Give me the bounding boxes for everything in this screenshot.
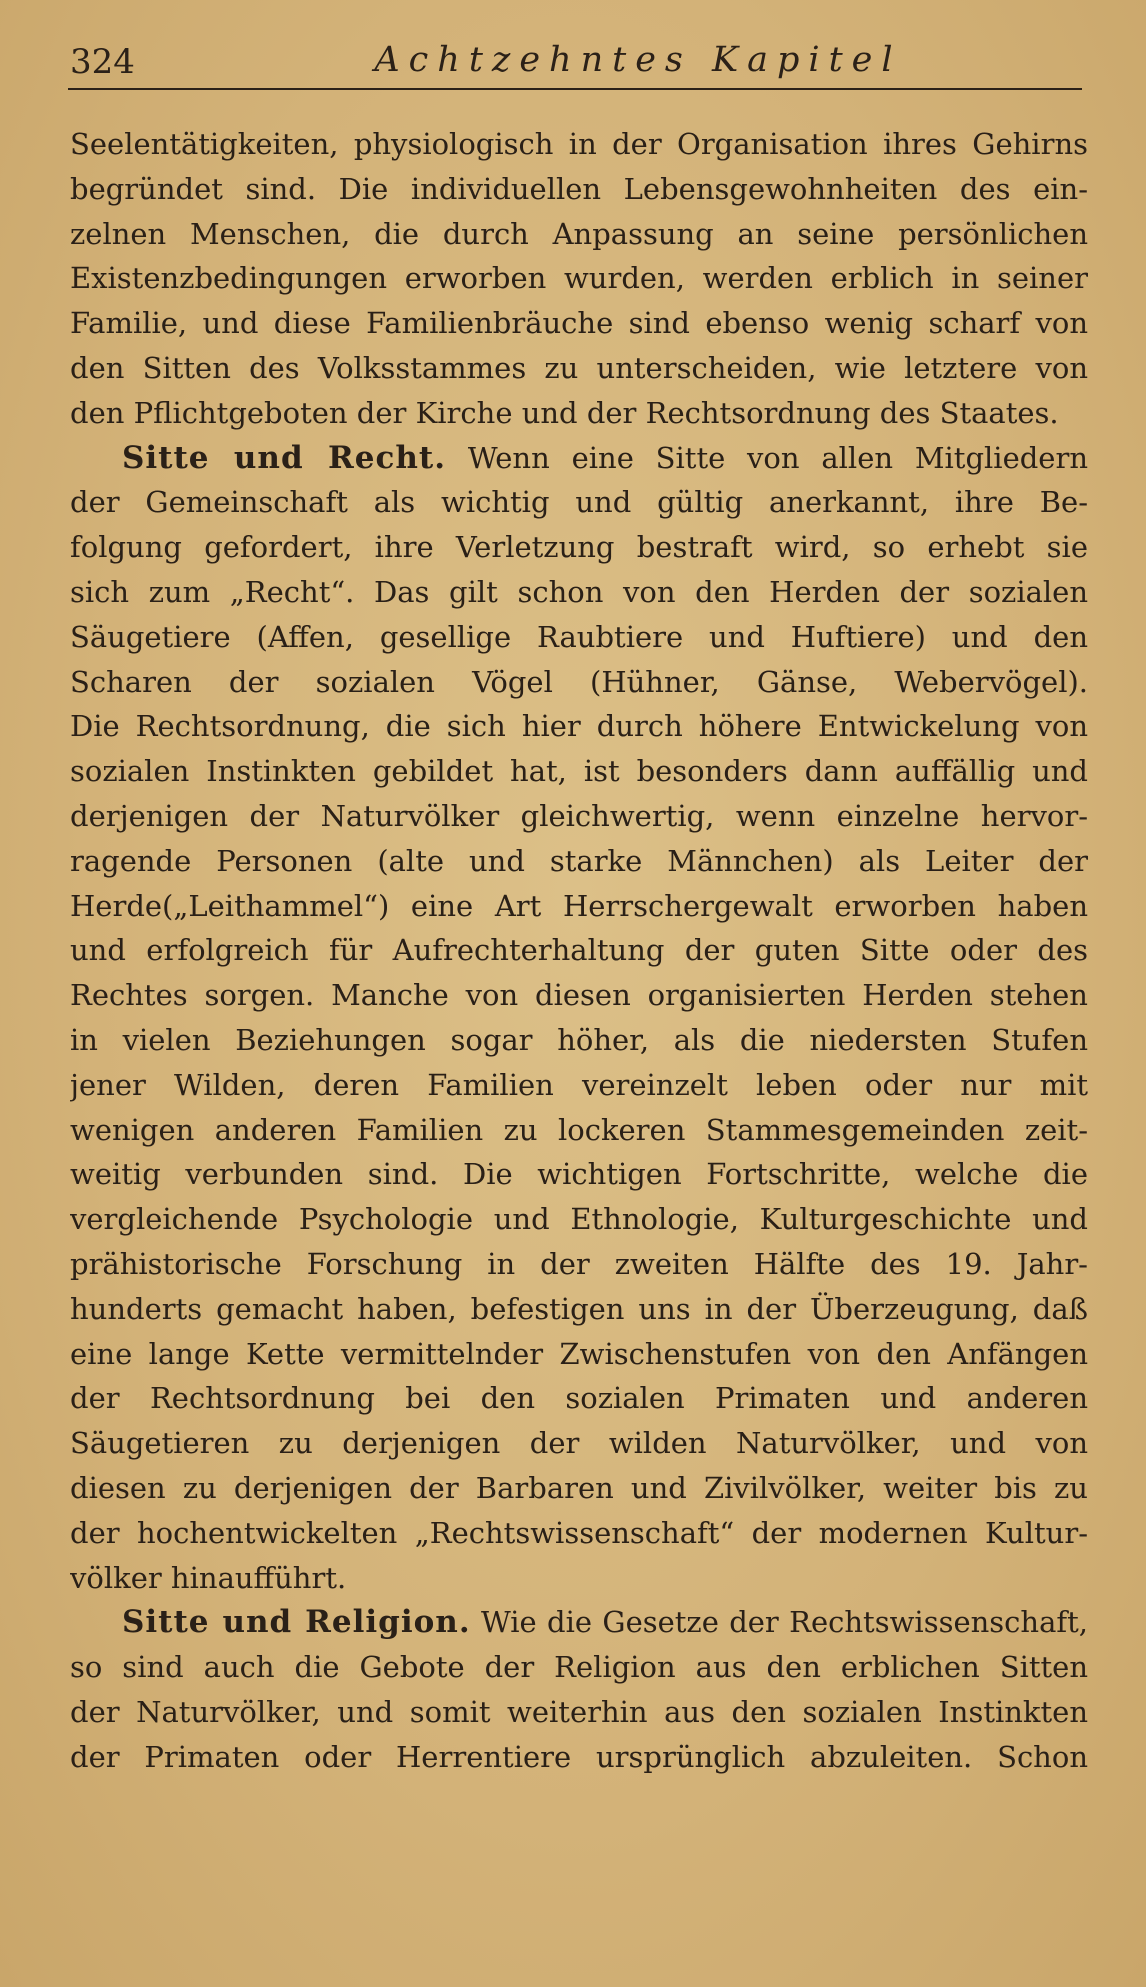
text-line: derjenigen der Naturvölker gleichwertig, wenn einzelne hervor- [70, 798, 1088, 833]
text-line: Familie, und diese Familienbräuche sind ebenso wenig scharf von [70, 306, 1088, 341]
running-head: Achtzehntes Kapitel [374, 40, 902, 80]
section-sitte-und-recht [70, 436, 1088, 1601]
section-first-line [70, 436, 1088, 481]
text-line: wenigen anderen Familien zu lockeren Stammesgemeinden zeit- [70, 1112, 1088, 1147]
section-sitte-und-religion [70, 1600, 1088, 1779]
text-line: jener Wilden, deren Familien vereinzelt leben oder nur mit [70, 1067, 1088, 1102]
text-line: sich zum „Recht“. Das gilt schon von den Herden der sozialen [70, 574, 1088, 609]
text-line: der Naturvölker, und somit weiterhin aus den sozialen Instinkten [70, 1694, 1088, 1729]
text-line: folgung gefordert, ihre Verletzung bestraft wird, so erhebt sie [70, 530, 1088, 565]
text-line: vergleichende Psychologie und Ethnologie, Kulturgeschichte und [70, 1202, 1088, 1237]
page-header [68, 36, 1082, 90]
text-line: Säugetiere (Affen, gesellige Raubtiere und Huftiere) und den [70, 619, 1088, 654]
text-line: der Gemeinschaft als wichtig und gültig anerkannt, ihre Be- [70, 485, 1088, 520]
text-line: völker hinaufführt. [70, 1560, 347, 1595]
text-line: begründet sind. Die individuellen Lebensgewohnheiten des ein- [70, 171, 1088, 206]
section-first-line [70, 1600, 1088, 1645]
text-line: sozialen Instinkten gebildet hat, ist besonders dann auffällig und [70, 754, 1088, 789]
text-line: Säugetieren zu derjenigen der wilden Naturvölker, und von [70, 1426, 1088, 1461]
text-line: ragende Personen (alte und starke Männchen) als Leiter der [70, 843, 1088, 878]
text-line: Herde(„Leithammel“) eine Art Herrschergewalt erworben haben [70, 888, 1088, 923]
body-text [70, 122, 1088, 1779]
text-line: zelnen Menschen, die durch Anpassung an seine persönlichen [70, 216, 1088, 251]
text-line: den Sitten des Volksstammes zu unterscheiden, wie letztere von [70, 350, 1088, 385]
text-line: hunderts gemacht haben, befestigen uns in der Überzeugung, daß [70, 1291, 1088, 1326]
text-line: Existenzbedingungen erworben wurden, werden erblich in seiner [70, 261, 1088, 296]
text-line: Scharen der sozialen Vögel (Hühner, Gänse, Webervögel). [70, 664, 1088, 699]
text-line: in vielen Beziehungen sogar höher, als die niedersten Stufen [70, 1022, 1088, 1057]
section-heading-religion: Sitte und Religion. [122, 1604, 471, 1641]
section-heading-recht: Sitte und Recht. [122, 439, 447, 476]
intro-paragraph [70, 122, 1088, 436]
text-line: weitig verbunden sind. Die wichtigen Fortschritte, welche die [70, 1157, 1088, 1192]
text-line: Seelentätigkeiten, physiologisch in der Organisation ihres Gehirns [70, 127, 1088, 161]
text-line: prähistorische Forschung in der zweiten Hälfte des 19. Jahr- [70, 1246, 1088, 1281]
text-line: den Pflichtgeboten der Kirche und der Rechtsordnung des Staates. [70, 395, 1059, 430]
text-line: diesen zu derjenigen der Barbaren und Zivilvölker, weiter bis zu [70, 1470, 1088, 1505]
text-line: und erfolgreich für Aufrechterhaltung der guten Sitte oder des [70, 933, 1088, 968]
text-line: der Primaten oder Herrentiere ursprünglich abzuleiten. Schon [70, 1739, 1088, 1774]
text-line: so sind auch die Gebote der Religion aus den erblichen Sitten [70, 1650, 1088, 1685]
text-line: eine lange Kette vermittelnder Zwischenstufen von den Anfängen [70, 1336, 1088, 1371]
text-line: der Rechtsordnung bei den sozialen Primaten und anderen [70, 1381, 1088, 1416]
section-first-line-text: Wenn eine Sitte von allen Mitgliedern [446, 440, 1088, 475]
section-first-line-text: Wie die Gesetze der Rechtswissenschaft, [470, 1605, 1088, 1640]
text-line: Rechtes sorgen. Manche von diesen organisierten Herden stehen [70, 978, 1088, 1013]
text-line: der hochentwickelten „Rechtswissenschaft“ der modernen Kultur- [70, 1515, 1088, 1550]
page-number: 324 [70, 42, 135, 82]
text-line: Die Rechtsordnung, die sich hier durch höhere Entwickelung von [70, 709, 1088, 744]
